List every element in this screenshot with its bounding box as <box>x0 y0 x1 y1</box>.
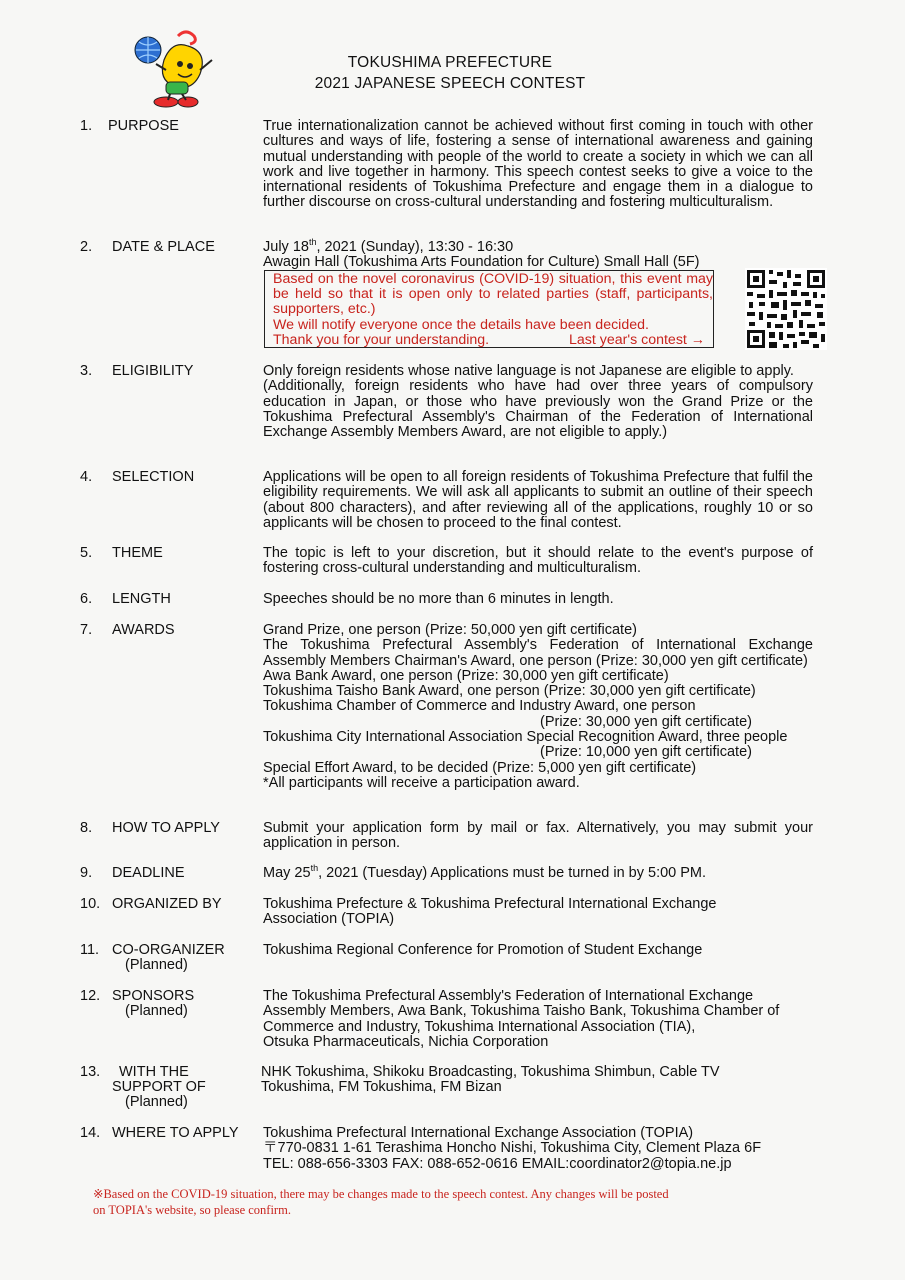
last-year-contest-link[interactable]: Last year's contest → <box>569 331 705 348</box>
section-number: 14. <box>80 1125 101 1141</box>
awards-list <box>263 623 813 791</box>
section-label: SELECTION <box>112 469 195 485</box>
section-number: 1. <box>80 118 93 134</box>
page-title <box>300 52 600 94</box>
section-text: Speeches should be no more than 6 minutes in length. <box>263 591 614 607</box>
section-text: Tokushima Prefecture & Tokushima Prefectural International Exchange Association (TOPIA) <box>263 896 717 928</box>
section-text: Tokushima Regional Conference for Promotion of Student Exchange <box>263 942 703 958</box>
contact-line: TEL: 088-656-3303 FAX: 088-652-0616 EMAIL:coordinator2@topia.ne.jp <box>263 1155 732 1172</box>
section-label: CO-ORGANIZER (Planned) <box>112 942 225 973</box>
section-text: The Tokushima Prefectural Assembly's Federation of International Exchange Assembly Members, Awa Bank, Tokushima Taisho Bank, Tokushima Chamber of Commerce and Industry, Tokushima International Association (TIA), Otsuka Pharmaceuticals, Nichia Corporation <box>263 988 780 1050</box>
section-label: ELIGIBILITY <box>112 363 194 379</box>
section-label: ORGANIZED BY <box>112 896 222 912</box>
section-label: WHERE TO APPLY <box>112 1125 239 1141</box>
section-number: 9. <box>80 865 93 881</box>
section-label: HOW TO APPLY <box>112 820 220 836</box>
award-item: Tokushima City International Association Special Recognition Award, three people <box>263 729 788 746</box>
section-label: AWARDS <box>112 622 175 638</box>
section-text: True internationalization cannot be achieved without first coming in touch with other cultures and ways of life, fostering a sense of international awareness and gaining mutual understanding with people of the world to create a society in which we can all work and live together in harmony. This speech contest seeks to give a voice to the international residents of Tokushima Prefecture and engage them in a dialogue to further discourse on cross-cultural understanding and fostering multiculturalism. <box>263 118 813 211</box>
section-number: 13. <box>80 1064 101 1080</box>
section-text <box>263 237 813 271</box>
section-number: 6. <box>80 591 93 607</box>
award-item: The Tokushima Prefectural Assembly's Federation of International Exchange Assembly Members Chairman's Award, one person (Prize: 30,000 yen gift certificate) <box>263 637 813 669</box>
award-prize: (Prize: 30,000 yen gift certificate) <box>540 713 752 730</box>
section-label: WITH THE SUPPORT OF (Planned) <box>112 1064 206 1110</box>
eligibility-text-2: (Additionally, foreign residents who have had over three years of compulsory education in Japan, or those who have previously won the Grand Prize or the Tokushima Prefectural Assembly's Chairman of the Federation of International Exchange Assembly Members Award, are not eligible to apply.) <box>263 378 813 441</box>
notice-text-3: Thank you for your understanding. <box>273 331 490 348</box>
section-text <box>263 364 813 440</box>
section-label: DEADLINE <box>112 865 185 881</box>
notice-text-1: Based on the novel coronavirus (COVID-19) situation, this event may be held so that it is open only to related parties (staff, participants, supporters, etc.) <box>273 271 713 318</box>
award-item: Tokushima Taisho Bank Award, one person (Prize: 30,000 yen gift certificate) <box>263 683 756 700</box>
section-text: Applications will be open to all foreign residents of Tokushima Prefecture that fulfil the eligibility requirements. We will ask all applicants to submit an outline of their speech (about 800 characters), and after reviewing all of the applications, roughly 10 or so applicants will be chosen to proceed to the final contest. <box>263 469 813 531</box>
section-label: THEME <box>112 545 163 561</box>
mascot-logo <box>126 30 216 108</box>
section-label: SPONSORS (Planned) <box>112 988 195 1019</box>
title-line-1: TOKUSHIMA PREFECTURE <box>347 54 553 71</box>
section-number: 10. <box>80 896 101 912</box>
section-number: 2. <box>80 239 93 255</box>
section-text: Tokushima Prefectural International Exchange Association (TOPIA) 〒770-0831 1-61 Terashima Honcho Nishi, Tokushima City, Clement Plaza 6F TEL: 088-656-3303 FAX: 088-652-0616 EMAIL:coordinator2@topia.ne.jp <box>263 1126 813 1172</box>
award-item: Special Effort Award, to be decided (Prize: 5,000 yen gift certificate) <box>263 759 697 776</box>
section-text: Submit your application form by mail or fax. Alternatively, you may submit your application in person. <box>263 820 813 852</box>
section-text: NHK Tokushima, Shikoku Broadcasting, Tokushima Shimbun, Cable TV Tokushima, FM Tokushima, FM Bizan <box>261 1064 720 1096</box>
section-number: 7. <box>80 622 93 638</box>
section-text: May 25th, 2021 (Tuesday) Applications must be turned in by 5:00 PM. <box>263 863 707 881</box>
award-prize: (Prize: 10,000 yen gift certificate) <box>540 744 752 761</box>
section-number: 12. <box>80 988 101 1004</box>
title-line-2: 2021 JAPANESE SPEECH CONTEST <box>314 75 586 92</box>
award-note: *All participants will receive a participation award. <box>263 774 580 791</box>
covid-notice-box <box>264 270 714 348</box>
event-place: Awagin Hall (Tokushima Arts Foundation for Culture) Small Hall (5F) <box>263 254 700 271</box>
section-number: 5. <box>80 545 93 561</box>
section-label: DATE & PLACE <box>112 239 215 255</box>
award-item: Awa Bank Award, one person (Prize: 30,000 yen gift certificate) <box>263 667 669 684</box>
event-date: July 18th, 2021 (Sunday), 13:30 - 16:30 <box>263 237 514 255</box>
covid-footer-note: ※Based on the COVID-19 situation, there may be changes made to the speech contest. Any changes will be posted on TOPIA's website, so please confirm. <box>93 1187 669 1217</box>
award-item: Tokushima Chamber of Commerce and Industry Award, one person <box>263 698 696 715</box>
section-text: The topic is left to your discretion, but it should relate to the event's purpose of fostering cross-cultural understanding and multiculturalism. <box>263 545 813 577</box>
award-item: Grand Prize, one person (Prize: 50,000 yen gift certificate) <box>263 622 637 638</box>
section-number: 3. <box>80 363 93 379</box>
notice-text-2: We will notify everyone once the details have been decided. <box>273 316 649 333</box>
section-number: 4. <box>80 469 93 485</box>
section-label: LENGTH <box>112 591 171 607</box>
section-number: 11. <box>80 942 100 958</box>
section-label: PURPOSE <box>108 118 179 134</box>
section-number: 8. <box>80 820 93 836</box>
qr-code-icon[interactable] <box>745 268 827 350</box>
eligibility-text-1: Only foreign residents whose native language is not Japanese are eligible to apply. <box>263 363 794 379</box>
